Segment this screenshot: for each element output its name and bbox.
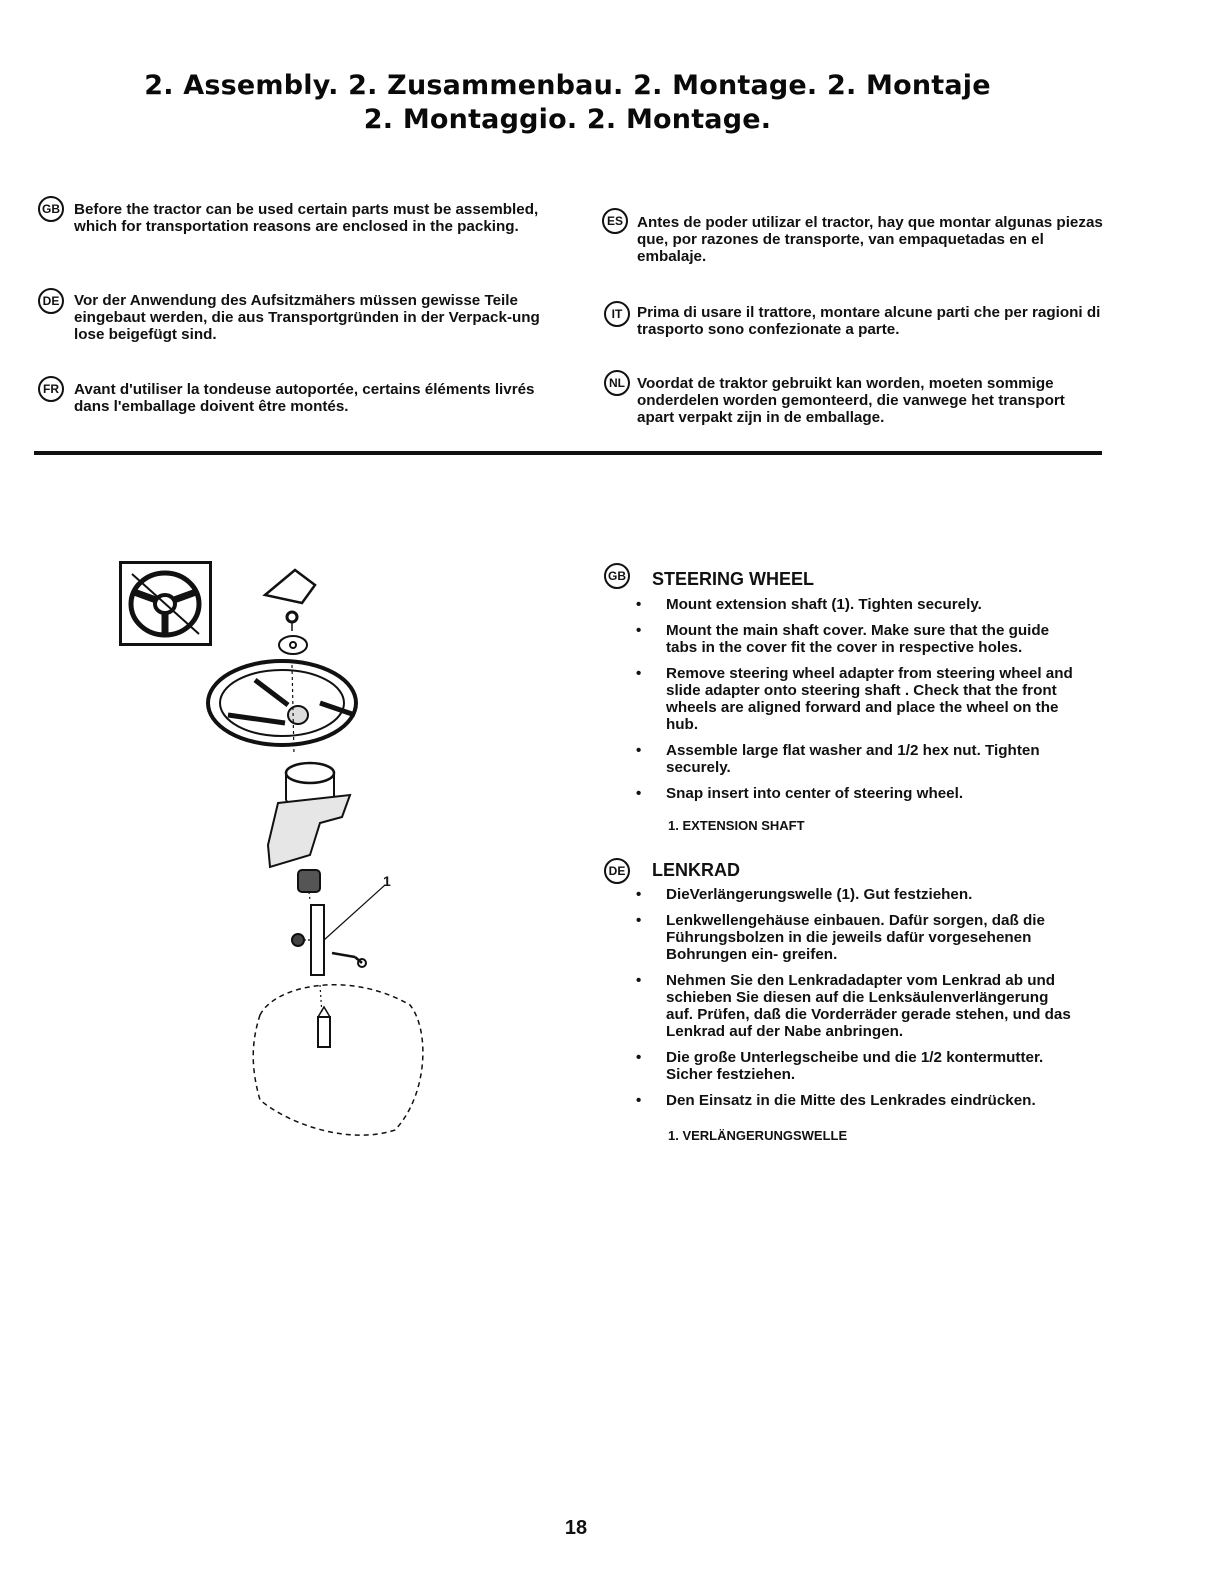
- intro-paragraph-es: [637, 214, 1103, 265]
- intro-paragraph-it: [637, 304, 1103, 338]
- section-title-lenkrad: LENKRAD: [652, 860, 740, 880]
- step-item: • Mount the main shaft cover. Make sure that the guide tabs in the cover fit the cover in respective holes.: [636, 622, 1076, 656]
- bolt-nut: [292, 934, 304, 946]
- steering-assembly-diagram: [110, 555, 450, 1155]
- language-badge-gb: GB: [38, 196, 64, 222]
- language-badge-de: DE: [38, 288, 64, 314]
- step-item: • Mount extension shaft (1). Tighten securely.: [636, 596, 1076, 613]
- flat-washer: [279, 636, 307, 654]
- intro-paragraph-de: [74, 292, 550, 343]
- intro-text-it: Prima di usare il trattore, montare alcune parti che per ragioni di trasporto sono confezionate a parte.: [637, 304, 1101, 338]
- section-title-steering-wheel: STEERING WHEEL: [652, 569, 815, 589]
- intro-paragraph-fr: [74, 381, 550, 415]
- page-title-line-1: 2. Assembly. 2. Zusammenbau. 2. Montage. 2. Montaje: [144, 70, 991, 101]
- page-number: 18: [564, 1517, 588, 1539]
- diagram-callout-1: 1: [383, 873, 391, 889]
- step-item: • Lenkwellengehäuse einbauen. Dafür sorgen, daß die Führungsbolzen in die jeweils dafür vorgesehenen Bohrungen ein- greifen.: [636, 912, 1076, 963]
- extension-shaft: [311, 905, 324, 975]
- language-badge-fr: FR: [38, 376, 64, 402]
- steps-list-gb: [636, 596, 1076, 811]
- language-badge-de-steering: DE: [604, 858, 630, 884]
- step-item: • Assemble large flat washer and 1/2 hex nut. Tighten securely.: [636, 742, 1076, 776]
- intro-paragraph-gb: [74, 201, 550, 235]
- section-divider: [34, 451, 1102, 455]
- intro-paragraph-nl: [637, 375, 1103, 426]
- step-item: • Snap insert into center of steering wheel.: [636, 785, 1076, 802]
- intro-text-nl: Voordat de traktor gebruikt kan worden, moeten sommige onderdelen worden gemonteerd, die vanwege het transport apart verpakt zijn in de emballage.: [637, 375, 1065, 426]
- steering-insert-cap: [265, 570, 315, 603]
- shaft-cover-collar: [286, 763, 334, 783]
- shaft-cover-body: [268, 795, 350, 867]
- step-item: • Den Einsatz in die Mitte des Lenkrades eindrücken.: [636, 1092, 1076, 1109]
- intro-text-gb: Before the tractor can be used certain parts must be assembled, which for transportation reasons are enclosed in the packing.: [74, 201, 539, 235]
- language-badge-es: ES: [602, 208, 628, 234]
- hex-nut: [287, 612, 297, 622]
- legend-gb: 1. EXTENSION SHAFT: [668, 818, 805, 833]
- language-badge-nl: NL: [604, 370, 630, 396]
- step-item: • Nehmen Sie den Lenkradadapter vom Lenkrad ab und schieben Sie diesen auf die Lenksäulenverlängerung auf. Prüfen, daß die Vorderräder gerade stehen, und das Lenkrad auf der Nabe anbringen.: [636, 972, 1076, 1040]
- language-badge-it: IT: [604, 301, 630, 327]
- page-title-line-2: 2. Montaggio. 2. Montage.: [363, 104, 772, 135]
- steering-column-outline: [253, 985, 423, 1135]
- intro-text-fr: Avant d'utiliser la tondeuse autoportée, certains éléments livrés dans l'emballage doivent être montés.: [74, 381, 535, 415]
- steps-list-de: [636, 886, 1076, 1118]
- legend-de: 1. VERLÄNGERUNGSWELLE: [668, 1128, 848, 1143]
- steering-adapter: [298, 870, 320, 892]
- step-item: • Die große Unterlegscheibe und die 1/2 kontermutter. Sicher festziehen.: [636, 1049, 1076, 1083]
- intro-text-de: Vor der Anwendung des Aufsitzmähers müssen gewisse Teile eingebaut werden, die aus Transportgründen in der Verpack-ung lose beigefügt sind.: [74, 292, 540, 343]
- step-item: • Remove steering wheel adapter from steering wheel and slide adapter onto steering shaft . Check that the front wheels are aligned forward and place the wheel on the hub.: [636, 665, 1076, 733]
- intro-text-es: Antes de poder utilizar el tractor, hay que montar algunas piezas que, por razones de transporte, van empaquetadas en el embalaje.: [637, 214, 1103, 265]
- step-item: • DieVerlängerungswelle (1). Gut festziehen.: [636, 886, 1076, 903]
- language-badge-gb-steering: GB: [604, 563, 630, 589]
